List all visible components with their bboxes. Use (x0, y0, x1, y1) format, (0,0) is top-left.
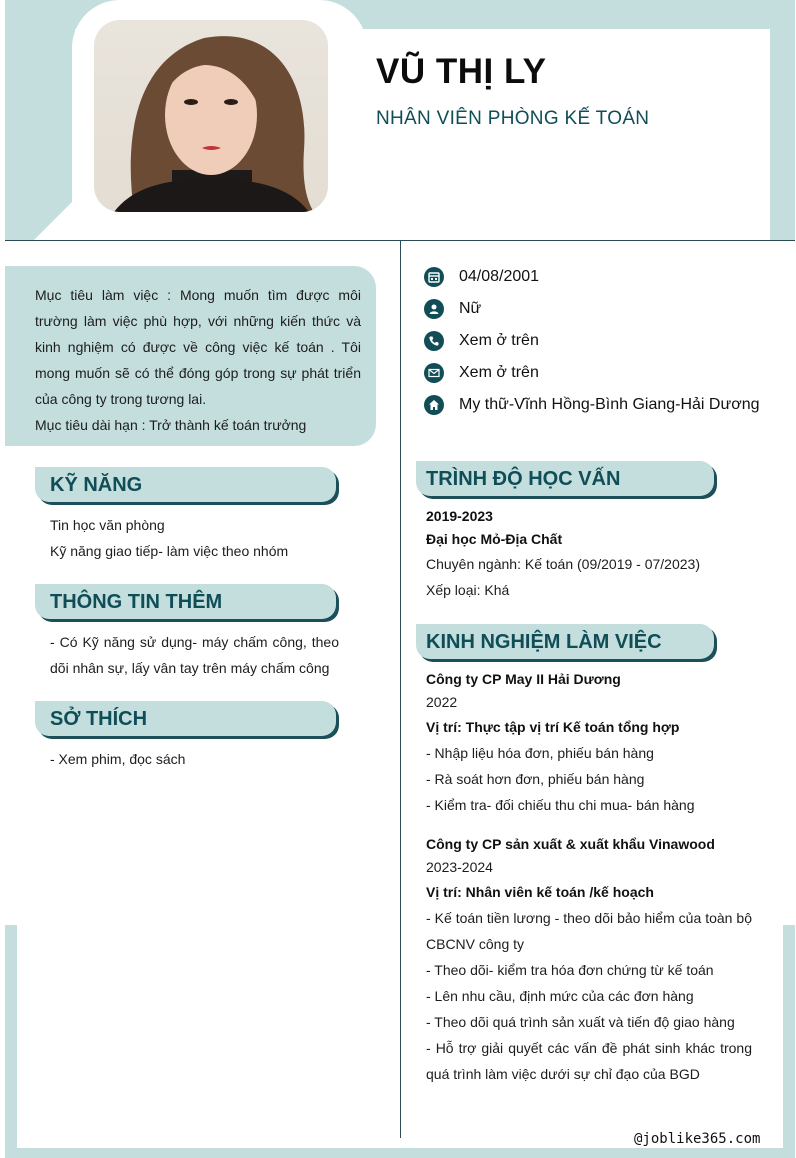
job-task: - Hỗ trợ giải quyết các vấn đề phát sinh khác trong quá trình làm việc dưới sự chỉ đạo của BGD (426, 1040, 752, 1082)
education-years: 2019-2023 (426, 508, 493, 524)
experience-job (426, 833, 752, 1087)
extra-info-heading: THÔNG TIN THÊM (35, 584, 336, 619)
job-task: - Theo dõi- kiểm tra hóa đơn chứng từ kế toán (426, 962, 714, 978)
skills-heading: KỸ NĂNG (35, 467, 336, 502)
address-row (424, 394, 759, 416)
email-value: Xem ở trên (459, 364, 539, 381)
experience-job (426, 668, 752, 818)
career-objective (5, 266, 376, 446)
hobbies-heading: SỞ THÍCH (35, 701, 336, 736)
gender-row (424, 298, 481, 320)
watermark: @joblike365.com (634, 1131, 761, 1147)
job-task: - Theo dõi quá trình sản xuất và tiến độ giao hàng (426, 1014, 735, 1030)
birthdate-value: 04/08/2001 (459, 268, 540, 285)
phone-icon (424, 331, 444, 351)
candidate-job-title: NHÂN VIÊN PHÒNG KẾ TOÁN (376, 108, 650, 129)
objective-long-term: Mục tiêu dài hạn : Trở thành kế toán trưởng (35, 417, 307, 433)
job-position: Vị trí: Nhân viên kế toán /kế hoạch (426, 884, 654, 900)
candidate-name: VŨ THỊ LY (376, 52, 547, 91)
education-heading: TRÌNH ĐỘ HỌC VẤN (416, 461, 714, 496)
job-task: - Kế toán tiền lương - theo dõi bảo hiểm của toàn bộ CBCNV công ty (426, 910, 752, 952)
job-period: 2023-2024 (426, 859, 493, 875)
job-position: Vị trí: Thực tập vị trí Kế toán tổng hợp (426, 719, 680, 735)
objective-paragraph: Mục tiêu làm việc : Mong muốn tìm được môi trường làm việc phù hợp, với những kiến thức và kinh nghiệm có được về công việc kế toán . Tôi mong muốn sẽ có thể đóng góp trong sự phát triển của công ty trong tương lai. (35, 287, 361, 407)
phone-value: Xem ở trên (459, 332, 539, 349)
skill-item: Kỹ năng giao tiếp- làm việc theo nhóm (50, 543, 289, 559)
photo-frame-corner (34, 198, 76, 240)
calendar-icon (424, 267, 444, 287)
page-frame-right (783, 925, 795, 1158)
experience-heading: KINH NGHIỆM LÀM VIỆC (416, 624, 714, 659)
extra-info-text: - Có Kỹ năng sử dụng- máy chấm công, theo dõi nhân sự, lấy vân tay trên máy chấm công (50, 634, 339, 676)
page-frame-left (5, 925, 17, 1158)
address-value: My thữ-Vĩnh Hồng-Bình Giang-Hải Dương (459, 396, 760, 413)
job-company: Công ty CP May II Hải Dương (426, 671, 621, 687)
birthdate-row (424, 266, 539, 288)
job-task: - Lên nhu cầu, định mức của các đơn hàng (426, 988, 694, 1004)
job-period: 2022 (426, 694, 458, 710)
skill-item: Tin học văn phòng (50, 517, 165, 533)
hobbies-text: - Xem phim, đọc sách (50, 751, 186, 767)
home-icon (424, 395, 444, 415)
job-company: Công ty CP sản xuất & xuất khẩu Vinawood (426, 836, 715, 852)
person-icon (424, 299, 444, 319)
email-icon (424, 363, 444, 383)
gender-value: Nữ (459, 300, 482, 317)
profile-photo (94, 20, 328, 212)
column-divider (400, 241, 401, 1138)
job-task: - Rà soát hơn đơn, phiếu bán hàng (426, 771, 645, 787)
job-task: - Kiểm tra- đối chiếu thu chi mua- bán hàng (426, 797, 695, 813)
page-frame-bottom (5, 1148, 795, 1158)
education-school: Đại học Mỏ-Địa Chất (426, 531, 563, 547)
education-grade: Xếp loại: Khá (426, 582, 510, 598)
job-task: - Nhập liệu hóa đơn, phiếu bán hàng (426, 745, 654, 761)
education-major: Chuyên ngành: Kế toán (09/2019 - 07/2023) (426, 556, 700, 572)
email-row (424, 362, 539, 384)
phone-row (424, 330, 539, 352)
